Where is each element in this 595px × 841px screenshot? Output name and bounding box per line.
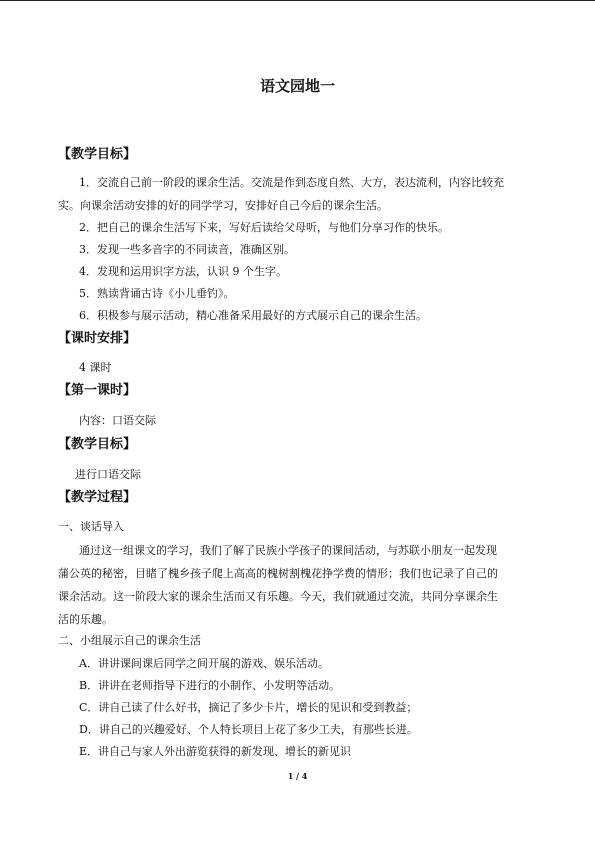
goals2-heading: 【教学目标】 [58,437,137,452]
page-number: 1 / 4 [287,771,308,781]
step2-item-e: E．讲自己与家人外出游览获得的新发现、增长的新见识 [79,745,352,758]
goal-item-2: 2．把自己的课余生活写下来，写好后读给父母听，与他们分享习作的快乐。 [79,221,449,234]
step2-item-a: A．讲讲课间课后同学之间开展的游戏、娱乐活动。 [79,657,329,670]
step1-paragraph-line-4: 活的乐趣。 [58,613,113,626]
lesson1-heading: 【第一课时】 [58,383,137,398]
page-title: 语文园地一 [259,77,335,95]
step2-item-b: B．讲讲在老师指导下进行的小制作、小发明等活动。 [79,679,341,692]
step2-title: 二、小组展示自己的课余生活 [58,634,201,647]
lesson1-content: 内容：口语交际 [79,414,156,427]
step1-paragraph-line-1: 通过这一组课文的学习，我们了解了民族小学孩子的课间活动，与苏联小朋友一起发现 [79,544,497,557]
goal-item-5: 5．熟读背诵古诗《小儿垂钓》。 [79,287,235,300]
step2-item-d: D．讲自己的兴趣爱好、个人特长项目上花了多少工夫，有那些长进。 [79,723,418,736]
goal-item-1: 1．交流自己前一阶段的课余生活。交流是作到态度自然、大方，表达流利，内容比较充 [79,176,504,189]
step1-paragraph-line-3: 课余活动。这一阶段大家的课余生活而又有乐趣。今天，我们就通过交流，共同分享课余生 [58,590,498,603]
goal-item-1-continued: 实。向课余活动安排的好的同学学习，安排好自己今后的课余生活。 [58,199,388,212]
schedule-text: 4 课时 [79,361,112,374]
goal-item-3: 3．发现一些多音字的不同读音，准确区别。 [79,243,295,256]
schedule-heading: 【课时安排】 [58,331,137,346]
step1-paragraph-line-2: 蒲公英的秘密，目睹了槐乡孩子爬上高高的槐树割槐花挣学费的情形；我们也记录了自己的 [58,567,498,580]
process-heading: 【教学过程】 [58,490,137,505]
step1-title: 一、谈话导入 [58,520,124,533]
step2-item-c: C．讲自己读了什么好书，摘记了多少卡片，增长的见识和受到教益； [79,701,418,714]
goal-item-6: 6．积极参与展示活动，精心准备采用最好的方式展示自己的课余生活。 [79,309,427,322]
goals-heading: 【教学目标】 [58,147,137,162]
goals2-text: 进行口语交际 [75,468,141,481]
goal-item-4: 4．发现和运用识字方法，认识 9 个生字。 [79,265,287,278]
